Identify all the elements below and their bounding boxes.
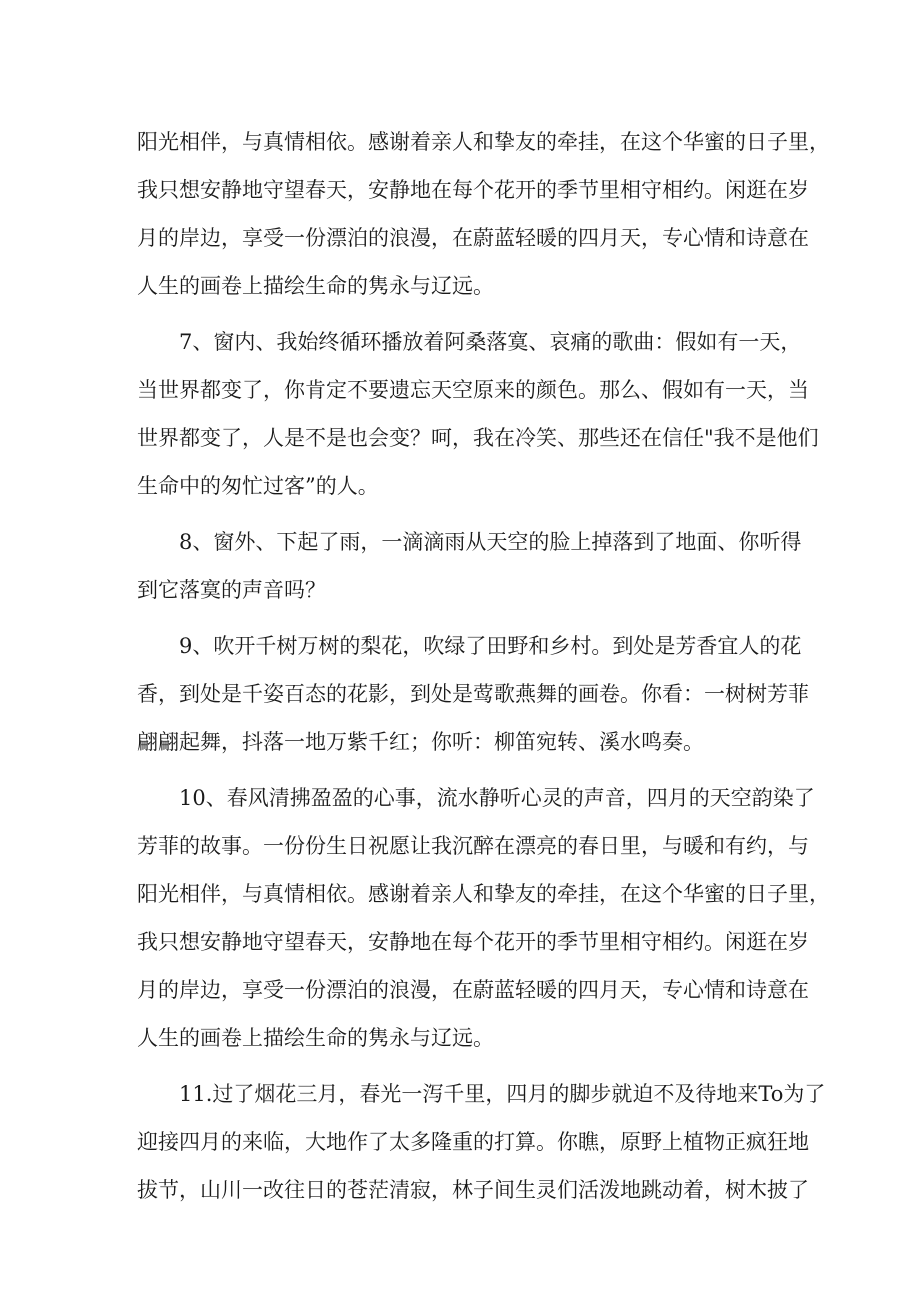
- text-line: 世界都变了，人是不是也会变？呵，我在冷笑、那些还在信任"我不是他们: [137, 426, 819, 450]
- text-line: 芳菲的故事。一份份生日祝愿让我沉醉在漂亮的春日里，与暖和有约，与: [137, 834, 809, 858]
- text-line: 我只想安静地守望春天，安静地在每个花开的季节里相守相约。闲逛在岁: [137, 178, 809, 202]
- text-line: 当世界都变了，你肯定不要遗忘天空原来的颜色。那么、假如有一天，当: [137, 378, 809, 402]
- text-line: 阳光相伴，与真情相依。感谢着亲人和挚友的牵挂，在这个华蜜的日子里，: [137, 882, 830, 906]
- text-line: 迎接四月的来临，大地作了太多隆重的打算。你瞧，原野上植物正疯狂地: [137, 1130, 809, 1154]
- paragraph-gap: [137, 614, 797, 622]
- text-line: 9、吹开千树万树的梨花，吹绿了田野和乡村。到处是芳香宜人的花: [179, 634, 802, 658]
- text-line: 7、窗内、我始终循环播放着阿桑落寞、哀痛的歌曲：假如有一天，: [179, 330, 802, 354]
- paragraph-gap: [137, 766, 797, 774]
- paragraph-9: [137, 622, 809, 766]
- text-line: 到它落寞的声音吗？: [137, 578, 326, 602]
- text-line: 月的岸边，享受一份漂泊的浪漫，在蔚蓝轻暖的四月天，专心情和诗意在: [137, 226, 809, 250]
- paragraph-continuation: [137, 118, 830, 310]
- paragraph-11: [137, 1070, 826, 1214]
- text-line: 8、窗外、下起了雨，一滴滴雨从天空的脸上掉落到了地面、你听得: [179, 530, 802, 554]
- text-line: 人生的画卷上描绘生命的隽永与辽远。: [137, 1026, 494, 1050]
- text-line: 11.过了烟花三月，春光一泻千里，四月的脚步就迫不及待地来To为了: [179, 1082, 826, 1106]
- text-line: 我只想安静地守望春天，安静地在每个花开的季节里相守相约。闲逛在岁: [137, 930, 809, 954]
- paragraph-gap: [137, 1062, 797, 1070]
- paragraph-gap: [137, 310, 797, 318]
- text-line: 拔节，山川一改往日的苍茫清寂，林子间生灵们活泼地跳动着，树木披了: [137, 1178, 809, 1202]
- text-line: 翩翩起舞，抖落一地万紫千红；你听：柳笛宛转、溪水鸣奏。: [137, 730, 704, 754]
- text-line: 阳光相伴，与真情相依。感谢着亲人和挚友的牵挂，在这个华蜜的日子里，: [137, 130, 830, 154]
- paragraph-10: [137, 774, 830, 1062]
- document-body: [137, 118, 830, 1214]
- paragraph-gap: [137, 510, 797, 518]
- text-line: 月的岸边，享受一份漂泊的浪漫，在蔚蓝轻暖的四月天，专心情和诗意在: [137, 978, 809, 1002]
- paragraph-7: [137, 318, 819, 510]
- text-line: 10、春风清拂盈盈的心事，流水静听心灵的声音，四月的天空韵染了: [179, 786, 815, 810]
- text-line: 生命中的匆忙过客”的人。: [137, 474, 379, 498]
- text-line: 人生的画卷上描绘生命的隽永与辽远。: [137, 274, 494, 298]
- text-line: 香，到处是千姿百态的花影，到处是莺歌燕舞的画卷。你看：一树树芳菲: [137, 682, 809, 706]
- paragraph-8: [137, 518, 802, 614]
